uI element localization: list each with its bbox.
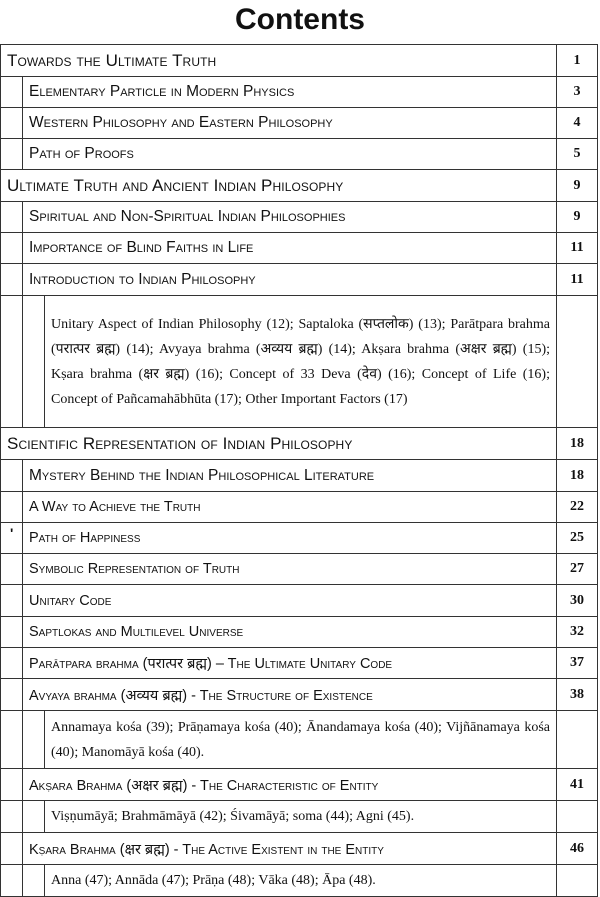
toc-row [1, 296, 598, 428]
section-title: Parātpara brahma (परात्पर ब्रह्म) – The Ultimate Unitary Code [23, 648, 557, 679]
toc-row [1, 492, 598, 523]
toc-row [1, 769, 598, 801]
toc-row [1, 617, 598, 648]
toc-row [1, 170, 598, 202]
toc-row [1, 264, 598, 296]
toc-row [1, 460, 598, 492]
toc-row [1, 523, 598, 554]
page-number: 18 [557, 460, 598, 492]
page-number: 9 [557, 170, 598, 202]
page-number: 9 [557, 202, 598, 233]
toc-row [1, 77, 598, 108]
toc-row [1, 202, 598, 233]
toc-row [1, 679, 598, 711]
subsection-list: Unitary Aspect of Indian Philosophy (12); Saptaloka (सप्तलोक) (13); Parātpara brahma (परात्पर ब्रह्म) (14); Avyaya brahma (अव्यय ब्रह्म) (14); Akṣara brahma (अक्षर ब्रह्म) (15); Kṣara brahma (क्षर ब्रह्म) (16); Concept of 33 Deva (देव) (16); Concept of Life (16); Concept of Pañcamahābhūta (17); Other Important Factors (17) [45, 296, 557, 428]
subsection-list: Annamaya kośa (39); Prāṇamaya kośa (40); Ānandamaya kośa (40); Vijñānamaya kośa (40); Manomāyā kośa (40). [45, 711, 557, 769]
section-title: Saptlokas and Multilevel Universe [23, 617, 557, 648]
page-number: 11 [557, 233, 598, 264]
section-title: Western Philosophy and Eastern Philosophy [23, 108, 557, 139]
chapter-title: Towards the Ultimate Truth [1, 45, 557, 77]
page-number: 41 [557, 769, 598, 801]
page-number: 32 [557, 617, 598, 648]
section-title: Symbolic Representation of Truth [23, 554, 557, 585]
section-title: Mystery Behind the Indian Philosophical Literature [23, 460, 557, 492]
contents-table [0, 44, 598, 897]
toc-row [1, 865, 598, 897]
page-number: 30 [557, 585, 598, 617]
chapter-title: Ultimate Truth and Ancient Indian Philosophy [1, 170, 557, 202]
toc-row [1, 45, 598, 77]
toc-row [1, 108, 598, 139]
chapter-title: Scientific Representation of Indian Philosophy [1, 428, 557, 460]
section-title: Elementary Particle in Modern Physics [23, 77, 557, 108]
section-title: A Way to Achieve the Truth [23, 492, 557, 523]
page-number: 5 [557, 139, 598, 170]
toc-row [1, 801, 598, 833]
section-title: Path of Happiness [23, 523, 557, 554]
subsection-list: Viṣṇumāyā; Brahmāmāyā (42); Śivamāyā; soma (44); Agni (45). [45, 801, 557, 833]
page-number: 46 [557, 833, 598, 865]
page-number: 38 [557, 679, 598, 711]
page-number: 11 [557, 264, 598, 296]
page-number: 1 [557, 45, 598, 77]
page-number: 27 [557, 554, 598, 585]
toc-row [1, 585, 598, 617]
page-title: Contents [235, 3, 365, 36]
section-title: Avyaya brahma (अव्यय ब्रह्म) - The Structure of Existence [23, 679, 557, 711]
section-title: Spiritual and Non-Spiritual Indian Philosophies [23, 202, 557, 233]
page-number: 3 [557, 77, 598, 108]
toc-row [1, 233, 598, 264]
toc-row [1, 648, 598, 679]
section-title: Unitary Code [23, 585, 557, 617]
toc-row [1, 428, 598, 460]
toc-row [1, 139, 598, 170]
section-title: Akṣara Brahma (अक्षर ब्रह्म) - The Characteristic of Entity [23, 769, 557, 801]
section-title: Kṣara Brahma (क्षर ब्रह्म) - The Active Existent in the Entity [23, 833, 557, 865]
page-number: 37 [557, 648, 598, 679]
section-title: Introduction to Indian Philosophy [23, 264, 557, 296]
stray-mark: ' [10, 525, 14, 541]
toc-row [1, 711, 598, 769]
section-title: Path of Proofs [23, 139, 557, 170]
page-number: 18 [557, 428, 598, 460]
section-title: Importance of Blind Faiths in Life [23, 233, 557, 264]
page-number: 4 [557, 108, 598, 139]
page-number: 22 [557, 492, 598, 523]
toc-row [1, 833, 598, 865]
page-number: 25 [557, 523, 598, 554]
subsection-list: Anna (47); Annāda (47); Prāṇa (48); Vāka (48); Āpa (48). [45, 865, 557, 897]
toc-row [1, 554, 598, 585]
